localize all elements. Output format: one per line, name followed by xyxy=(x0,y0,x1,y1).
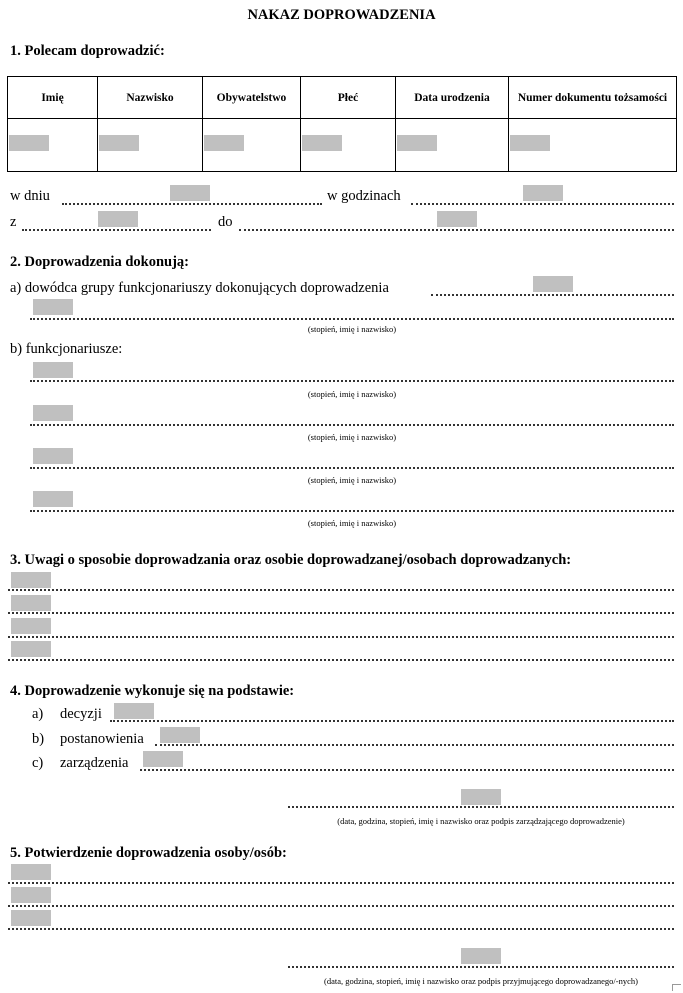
basis-b-label: postanowienia xyxy=(60,731,144,747)
form-field-first-name[interactable] xyxy=(9,135,49,151)
basis-a-marker: a) xyxy=(32,706,44,722)
commander-label: a) dowódca grupy funkcjonariuszy dokonujących doprowadzenia xyxy=(10,280,389,296)
on-day-label: w dniu xyxy=(10,188,50,204)
form-field-remarks-2[interactable] xyxy=(11,595,51,611)
ordering-signature-line xyxy=(288,806,674,808)
document-title: NAKAZ DOPROWADZENIA xyxy=(247,7,436,23)
from-line xyxy=(22,229,211,231)
basis-c-label: zarządzenia xyxy=(60,755,129,771)
remarks-line-2 xyxy=(8,612,674,614)
from-label: z xyxy=(10,214,17,230)
form-field-remarks-1[interactable] xyxy=(11,572,51,588)
officer-4-caption: (stopień, imię i nazwisko) xyxy=(307,518,397,528)
form-field-to[interactable] xyxy=(437,211,477,227)
form-field-receiving-signature[interactable] xyxy=(461,948,501,964)
confirmation-line-1 xyxy=(8,882,674,884)
officers-label: b) funkcjonariusze: xyxy=(10,341,123,357)
receiving-signature-caption: (data, godzina, stopień, imię i nazwisko oraz podpis przyjmującego doprowadzanego/-nych) xyxy=(324,976,638,986)
form-field-birth-date[interactable] xyxy=(397,135,437,151)
basis-b-marker: b) xyxy=(32,731,45,747)
last-name-cell[interactable] xyxy=(98,119,203,172)
form-field-last-name[interactable] xyxy=(99,135,139,151)
column-header-last-name: Nazwisko xyxy=(98,77,203,119)
hours-line xyxy=(411,203,674,205)
to-line xyxy=(239,229,674,231)
form-field-decision[interactable] xyxy=(114,703,154,719)
column-header-id-number: Numer dokumentu tożsamości xyxy=(509,77,677,119)
officer-1-caption: (stopień, imię i nazwisko) xyxy=(307,389,397,399)
section5-heading: 5. Potwierdzenie doprowadzenia osoby/osób: xyxy=(10,845,287,861)
form-field-on-day[interactable] xyxy=(170,185,210,201)
officer-2-caption: (stopień, imię i nazwisko) xyxy=(307,432,397,442)
basis-c-line xyxy=(140,769,674,771)
first-name-cell[interactable] xyxy=(8,119,98,172)
officer-1-line xyxy=(30,380,674,382)
section1-heading: 1. Polecam doprowadzić: xyxy=(10,43,165,59)
officer-4-line xyxy=(30,510,674,512)
page-corner-mark xyxy=(672,984,681,991)
ordering-signature-caption: (data, godzina, stopień, imię i nazwisko oraz podpis zarządzającego doprowadzenie) xyxy=(337,816,625,826)
form-field-order[interactable] xyxy=(143,751,183,767)
remarks-line-4 xyxy=(8,659,674,661)
form-field-commander-2[interactable] xyxy=(33,299,73,315)
form-field-ordering-signature[interactable] xyxy=(461,789,501,805)
form-field-officer-4[interactable] xyxy=(33,491,73,507)
column-header-sex: Płeć xyxy=(301,77,396,119)
section2-heading: 2. Doprowadzenia dokonują: xyxy=(10,254,189,270)
form-field-commander-1[interactable] xyxy=(533,276,573,292)
receiving-signature-line xyxy=(288,966,674,968)
form-field-resolution[interactable] xyxy=(160,727,200,743)
remarks-line-1 xyxy=(8,589,674,591)
officer-3-line xyxy=(30,467,674,469)
column-header-birth-date: Data urodzenia xyxy=(396,77,509,119)
id-number-cell[interactable] xyxy=(509,119,677,172)
birth-date-cell[interactable] xyxy=(396,119,509,172)
section3-heading: 3. Uwagi o sposobie doprowadzania oraz osobie doprowadzanej/osobach doprowadzanych: xyxy=(10,552,572,568)
basis-a-label: decyzji xyxy=(60,706,102,722)
section4-heading: 4. Doprowadzenie wykonuje się na podstawie: xyxy=(10,683,295,699)
persons-table xyxy=(7,76,677,172)
form-field-remarks-3[interactable] xyxy=(11,618,51,634)
citizenship-cell[interactable] xyxy=(203,119,301,172)
on-day-line xyxy=(62,203,322,205)
confirmation-line-2 xyxy=(8,905,674,907)
form-field-citizenship[interactable] xyxy=(204,135,244,151)
officer-3-caption: (stopień, imię i nazwisko) xyxy=(307,475,397,485)
commander-caption: (stopień, imię i nazwisko) xyxy=(307,324,397,334)
form-field-id-number[interactable] xyxy=(510,135,550,151)
hours-label: w godzinach xyxy=(327,188,401,204)
sex-cell[interactable] xyxy=(301,119,396,172)
form-field-sex[interactable] xyxy=(302,135,342,151)
form-field-officer-2[interactable] xyxy=(33,405,73,421)
column-header-citizenship: Obywatelstwo xyxy=(203,77,301,119)
form-field-confirmation-2[interactable] xyxy=(11,887,51,903)
form-field-hours[interactable] xyxy=(523,185,563,201)
to-label: do xyxy=(218,214,233,230)
remarks-line-3 xyxy=(8,636,674,638)
officer-2-line xyxy=(30,424,674,426)
commander-line-1 xyxy=(431,294,674,296)
confirmation-line-3 xyxy=(8,928,674,930)
form-field-officer-1[interactable] xyxy=(33,362,73,378)
basis-c-marker: c) xyxy=(32,755,44,771)
form-field-confirmation-1[interactable] xyxy=(11,864,51,880)
basis-b-line xyxy=(155,744,674,746)
basis-a-line xyxy=(110,720,674,722)
form-field-confirmation-3[interactable] xyxy=(11,910,51,926)
form-field-from[interactable] xyxy=(98,211,138,227)
column-header-first-name: Imię xyxy=(8,77,98,119)
form-field-officer-3[interactable] xyxy=(33,448,73,464)
form-field-remarks-4[interactable] xyxy=(11,641,51,657)
commander-line-2 xyxy=(30,318,674,320)
